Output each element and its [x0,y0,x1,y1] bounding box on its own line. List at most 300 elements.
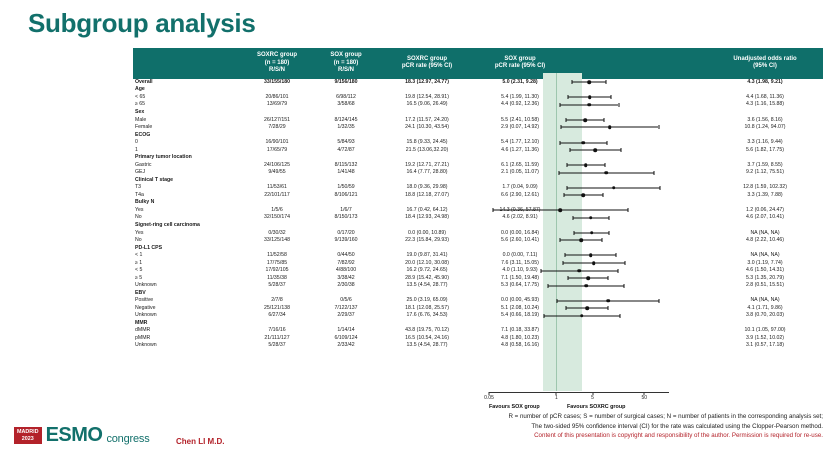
subgroup-label: dMMR [135,327,151,334]
sox-count: 1/14/14 [337,327,355,334]
empty-cell [707,222,823,230]
sox-pcr-rate: 2.1 (0.05, 11.07) [501,169,539,176]
sox-pcr-rate: 5.6 (2.60, 10.41) [500,237,540,244]
table-row [133,252,823,260]
ci-cap [624,261,625,265]
col-header-sox-pcr: SOX group pCR rate (95% CI) [475,48,565,79]
subgroup-label: Yes [135,229,144,236]
sox-count: 8/106/121 [334,191,358,198]
axis-caption-right: Favours SOXRC group [567,404,626,410]
empty-cell [313,289,379,297]
odds-ratio-point [579,239,583,243]
ci-cap [563,261,564,265]
ci-cap [565,306,566,310]
table-body [133,79,823,350]
empty-cell [313,131,379,139]
soxrc-count: 1/5/6 [271,206,283,213]
soxrc-pcr-rate: 28.9 (15.42, 45.90) [405,274,449,281]
odds-ratio-point [607,299,611,303]
subgroup-label: ≥ 1 [135,259,143,266]
subgroup-analysis-table [133,48,823,350]
soxrc-pcr-rate: 16.5 (10.54, 24.16) [405,334,449,341]
ci-cap [604,163,605,167]
ci-cap [548,284,549,288]
empty-cell [241,176,313,184]
odds-ratio: 5.6 (1.82, 17.75) [745,146,785,153]
soxrc-count: 33/125/148 [264,237,290,244]
table-row [133,327,823,335]
subgroup-group-label: Clinical T stage [135,176,174,183]
sox-pcr-rate: 7.1 (0.18, 33.87) [500,327,540,334]
ci-cap [609,216,610,220]
soxrc-count: 17/92/105 [265,267,289,274]
sox-pcr-rate: 4.6 (1.27, 11.36) [501,146,539,153]
table-header-row [133,48,823,79]
soxrc-pcr-rate: 16.5 (9.06, 26.49) [406,101,448,108]
table-row [133,207,823,215]
empty-cell [707,86,823,94]
soxrc-count: 25/121/138 [264,304,290,311]
ci-cap [563,193,564,197]
subgroup-label: 0 [135,139,138,146]
empty-cell [379,320,475,328]
empty-cell [313,244,379,252]
empty-cell [707,244,823,252]
odds-ratio: 3.9 (1.52, 10.02) [745,334,785,341]
ci-cap [565,253,566,257]
table-group-row [133,154,823,162]
presenter-name: Chen LI M.D. [176,437,225,446]
sox-pcr-rate: 5.4 (1.77, 12.10) [500,139,540,146]
ci-cap [574,231,575,235]
table-row [133,124,823,132]
ci-cap [559,103,560,107]
sox-count: 6/109/124 [334,334,358,341]
odds-ratio: 3.6 (1.56, 8.16) [747,116,783,123]
footnote-line-3: Content of this presentation is copyright and responsibility of the author. Permission is required for re-use. [534,432,823,440]
table-row [133,146,823,154]
madrid-badge [14,427,42,443]
subgroup-label: Yes [135,206,144,213]
ci-cap [557,299,558,303]
odds-ratio: 3.3 (1.16, 9.44) [747,139,783,146]
sox-pcr-rate: 4.8 (1.80, 10.23) [500,334,540,341]
sox-count: 1/50/59 [337,184,355,191]
ci-cap [560,238,561,242]
ci-cap [606,80,607,84]
odds-ratio: 1.2 (0.06, 24.47) [745,206,785,213]
sox-pcr-rate: 4.8 (0.58, 16.16) [500,342,540,349]
sox-count: 8/150/173 [334,214,358,221]
sox-count: 9/139/160 [334,237,358,244]
soxrc-count: 21/111/127 [264,334,290,341]
odds-ratio-point [588,96,592,100]
ci-cap [566,118,567,122]
madrid-label: MADRID [17,429,39,436]
odds-ratio: 4.3 (1.16, 15.88) [745,101,785,108]
odds-ratio: 3.1 (0.57, 17.18) [745,342,785,349]
soxrc-pcr-rate: 19.2 (12.71, 27.21) [405,161,449,168]
ci-cap [620,314,621,318]
sox-count: 3/58/68 [337,101,355,108]
sox-count: 2/33/42 [337,342,355,349]
soxrc-pcr-rate: 19.0 (9.87, 31.41) [406,252,448,259]
axis-caption-left: Favours SOX group [489,404,540,410]
empty-cell [313,199,379,207]
empty-cell [241,154,313,162]
ci-cap [602,193,603,197]
odds-ratio: 4.6 (2.07, 10.41) [745,214,785,221]
subgroup-group-label: Bulky N [135,199,155,206]
sox-count: 1/6/7 [340,206,352,213]
soxrc-count: 16/90/101 [265,139,289,146]
col-header-soxrc-count: SOXRC group (n = 180) R/S/N [241,48,313,79]
subgroup-label: T3 [135,184,142,191]
ci-cap [660,186,661,190]
sox-count: 3/38/42 [337,274,355,281]
soxrc-count: 26/127/151 [264,116,290,123]
subgroup-group-label: EBV [135,289,146,296]
soxrc-count: 33/155/180 [264,78,290,85]
sox-pcr-rate: 0.0 (0.00, 16.84) [500,229,540,236]
ci-cap [628,208,629,212]
table-row [133,304,823,312]
axis-line [489,392,669,393]
sox-pcr-rate: 5.0 (2.31, 9.28) [502,78,538,85]
table-row [133,101,823,109]
soxrc-pcr-rate: 19.8 (12.54, 28.91) [405,93,449,100]
congress-wordmark: congress [106,433,150,445]
odds-ratio-point [589,254,593,258]
odds-ratio-point [578,269,582,273]
soxrc-pcr-rate: 13.5 (4.54, 28.77) [406,342,448,349]
sox-count: 5/84/93 [337,139,355,146]
soxrc-pcr-rate: 18.0 (9.36, 29.98) [406,184,448,191]
soxrc-count: 9/49/55 [268,169,286,176]
esmo-congress-logo [14,424,150,447]
sox-count: 1/41/48 [337,169,355,176]
odds-ratio: 9.2 (1.12, 75.51) [745,169,785,176]
ci-cap [543,314,544,318]
odds-ratio: NA (NA, NA) [750,229,780,236]
col-header-subgroup [133,48,241,79]
ci-cap [659,299,660,303]
col-header-sox-count: SOX group (n = 180) R/S/N [313,48,379,79]
soxrc-count: 0/30/32 [268,229,286,236]
ci-cap [568,276,569,280]
table-row [133,282,823,290]
odds-ratio-point [590,231,594,235]
soxrc-pcr-rate: 13.5 (4.54, 28.77) [406,282,448,289]
sox-pcr-rate: 5.3 (0.64, 17.75) [500,282,540,289]
sox-count: 0/5/6 [340,297,352,304]
soxrc-pcr-rate: 22.3 (15.84, 29.93) [405,237,449,244]
col-header-odds-ratio: Unadjusted odds ratio (95% CI) [707,48,823,79]
soxrc-count: 22/101/117 [264,191,290,198]
table-group-row [133,320,823,328]
sox-pcr-rate: 5.1 (2.08, 10.24) [500,304,540,311]
subgroup-label: Gastric [135,161,152,168]
sox-pcr-rate: 4.4 (0.92, 12.36) [500,101,540,108]
table-row [133,342,823,350]
odds-ratio: 4.1 (1.71, 9.86) [747,304,783,311]
odds-ratio-point [589,216,593,220]
empty-cell [313,320,379,328]
soxrc-pcr-rate: 18.3 (12.97, 24.77) [405,78,449,85]
empty-cell [379,131,475,139]
sox-count: 1/32/35 [337,124,355,131]
odds-ratio-point [580,314,584,318]
sox-pcr-rate: 0.0 (0.00, 45.93) [500,297,540,304]
odds-ratio-point [604,171,608,175]
empty-cell [707,289,823,297]
empty-cell [707,154,823,162]
ci-cap [572,216,573,220]
esmo-wordmark: ESMO [45,424,103,446]
soxrc-count: 5/28/37 [268,282,286,289]
ci-cap [559,141,560,145]
table-row [133,267,823,275]
empty-cell [313,222,379,230]
soxrc-pcr-rate: 16.7 (0.42, 64.12) [406,206,448,213]
table-row [133,237,823,245]
ci-cap [621,148,622,152]
axis-tick-label: 1 [554,395,558,401]
subgroup-label: Unknown [135,312,157,319]
sox-count: 4/88/100 [335,267,357,274]
empty-cell [241,109,313,117]
soxrc-count: 7/28/29 [268,124,286,131]
soxrc-pcr-rate: 0.0 (0.00, 10.89) [407,229,447,236]
table-row [133,312,823,320]
table-group-row [133,222,823,230]
odds-ratio: 2.8 (0.51, 15.51) [745,282,785,289]
subgroup-group-label: PD-L1 CPS [135,244,163,251]
soxrc-pcr-rate: 21.5 (13.06,32.20) [405,146,449,153]
null-reference-line [556,73,557,391]
sox-pcr-rate: 0.0 (0.00, 7.11) [502,252,538,259]
empty-cell [707,176,823,184]
forest-plot [489,73,669,391]
ci-cap [541,269,542,273]
soxrc-pcr-rate: 18.8 (12.18, 27.07) [405,191,449,198]
odds-ratio: NA (NA, NA) [750,252,780,259]
sox-count: 4/72/87 [337,146,355,153]
footnote-line-1: R = number of pCR cases; S = number of surgical cases; N = number of patients in the corresponding analysis set; [508,413,823,420]
soxrc-count: 13/69/79 [266,101,288,108]
table-group-row [133,176,823,184]
ci-cap [571,80,572,84]
axis-tick-label: 0.05 [484,395,494,401]
sox-pcr-rate: 4.0 (1.10, 9.93) [502,267,538,274]
soxrc-count: 11/52/58 [267,252,287,259]
subgroup-label: ≥ 65 [135,101,146,108]
table-row [133,94,823,102]
odds-ratio-point [584,163,588,167]
odds-ratio: 4.6 (1.50, 14.31) [745,267,785,274]
sox-pcr-rate: 5.4 (0.66, 18.19) [500,312,540,319]
empty-cell [313,176,379,184]
ci-cap [623,284,624,288]
sox-pcr-rate: 7.1 (1.50, 19.48) [500,274,540,281]
empty-cell [379,86,475,94]
ci-cap [568,95,569,99]
ci-cap [569,148,570,152]
ci-cap [608,306,609,310]
subgroup-label: Unknown [135,282,157,289]
table-group-row [133,199,823,207]
soxrc-pcr-rate: 16.2 (9.72, 24.65) [406,267,448,274]
ci-cap [566,163,567,167]
sox-count: 0/44/50 [337,252,355,259]
odds-ratio: 4.8 (2.22, 10.46) [745,237,785,244]
subgroup-group-label: ECOG [135,131,151,138]
odds-ratio-point [585,306,589,310]
subgroup-group-label: Age [135,86,145,93]
empty-cell [707,199,823,207]
subgroup-label: No [135,214,142,221]
table-group-row [133,244,823,252]
subgroup-label: Female [135,124,153,131]
subgroup-label: Male [135,116,147,123]
footnote [415,412,823,441]
subgroup-group-label: Sex [135,109,145,116]
table-row [133,274,823,282]
soxrc-pcr-rate: 17.2 (11.57, 24.20) [405,116,449,123]
table-group-row [133,289,823,297]
odds-ratio-point [581,141,585,145]
odds-ratio: 3.0 (1.19, 7.74) [747,259,783,266]
subgroup-label: < 1 [135,252,143,259]
ci-cap [618,103,619,107]
odds-ratio: 5.3 (1.35, 20.79) [745,274,785,281]
sox-count: 8/124/145 [334,116,358,123]
ci-cap [566,186,567,190]
odds-ratio-point [592,261,596,265]
table-row [133,259,823,267]
ci-cap [610,95,611,99]
odds-ratio: 10.8 (1.24, 94.07) [744,124,786,131]
soxrc-count: 24/106/125 [264,161,290,168]
soxrc-count: 20/86/101 [265,93,289,100]
ci-cap [603,118,604,122]
odds-ratio: 12.8 (1.59, 102.32) [743,184,787,191]
table-row [133,169,823,177]
sox-count: 2/29/37 [337,312,355,319]
empty-cell [241,289,313,297]
table-group-row [133,131,823,139]
axis-tick-label: 50 [641,395,648,401]
ci-cap [616,253,617,257]
soxrc-pcr-rate: 43.8 (19.75, 70.12) [405,327,449,334]
odds-ratio-point [593,148,597,152]
soxrc-count: 17/75/85 [266,259,288,266]
sox-pcr-rate: 7.6 (3.11, 15.05) [501,259,539,266]
odds-ratio-point [587,103,591,107]
soxrc-count: 5/28/37 [268,342,286,349]
sox-pcr-rate: 5.4 (1.99, 11.30) [501,93,539,100]
table-row [133,161,823,169]
sox-count: 2/30/38 [337,282,355,289]
subgroup-table-wrapper [133,48,823,350]
empty-cell [313,154,379,162]
sox-count: 7/82/92 [337,259,355,266]
odds-ratio: 4.3 (1.98, 9.21) [747,78,783,85]
soxrc-pcr-rate: 20.0 (12.10, 30.08) [405,259,449,266]
ci-cap [602,238,603,242]
table-row [133,214,823,222]
ci-cap [558,171,559,175]
soxrc-pcr-rate: 17.6 (6.76, 34.53) [406,312,448,319]
ci-cap [561,125,562,129]
ci-cap [653,171,654,175]
subgroup-label: Negative [135,304,156,311]
empty-cell [379,176,475,184]
empty-cell [379,109,475,117]
soxrc-pcr-rate: 18.4 (12.93, 24.98) [405,214,449,221]
subgroup-group-label: Signet-ring cell carcinoma [135,221,200,228]
sox-pcr-rate: 5.5 (2.41, 10.58) [500,116,540,123]
sox-count: 9/156/180 [334,78,358,85]
empty-cell [241,131,313,139]
odds-ratio-point [559,209,563,213]
subgroup-label: 1 [135,146,138,153]
sox-count: 7/122/137 [334,304,358,311]
table-row [133,139,823,147]
subgroup-label: Positive [135,297,154,304]
empty-cell [241,86,313,94]
subgroup-group-label: Primary tumor location [135,154,192,161]
subgroup-label: pMMR [135,334,151,341]
table-group-row [133,109,823,117]
empty-cell [313,86,379,94]
empty-cell [379,289,475,297]
ci-cap [658,125,659,129]
table-row [133,191,823,199]
soxrc-count: 17/65/79 [266,146,288,153]
subgroup-label: Overall [135,78,153,85]
soxrc-count: 7/16/16 [268,327,286,334]
soxrc-pcr-rate: 25.0 (3.19, 65.09) [406,297,448,304]
sox-count: 6/98/112 [336,93,356,100]
empty-cell [241,244,313,252]
empty-cell [241,199,313,207]
ci-cap [609,231,610,235]
sox-pcr-rate: 1.7 (0.04, 9.09) [502,184,538,191]
soxrc-count: 2/7/8 [271,297,283,304]
ci-cap [493,208,494,212]
madrid-year: 2023 [21,435,34,442]
odds-ratio: 10.1 (1.05, 97.00) [744,327,786,334]
soxrc-pcr-rate: 16.4 (7.77, 28.80) [406,169,448,176]
odds-ratio: 3.8 (0.70, 20.03) [745,312,785,319]
odds-ratio-point [587,80,591,84]
soxrc-pcr-rate: 18.1 (12.08, 25.57) [405,304,449,311]
empty-cell [379,154,475,162]
odds-ratio-point [581,193,585,197]
odds-ratio-point [586,276,590,280]
odds-ratio-point [608,126,612,130]
empty-cell [241,222,313,230]
odds-ratio-point [583,118,587,122]
subgroup-group-label: MMR [135,319,148,326]
empty-cell [241,320,313,328]
empty-cell [707,320,823,328]
ci-cap [617,269,618,273]
empty-cell [379,199,475,207]
odds-ratio: 3.7 (1.59, 8.55) [747,161,783,168]
soxrc-pcr-rate: 15.8 (9.33, 24.45) [406,139,448,146]
